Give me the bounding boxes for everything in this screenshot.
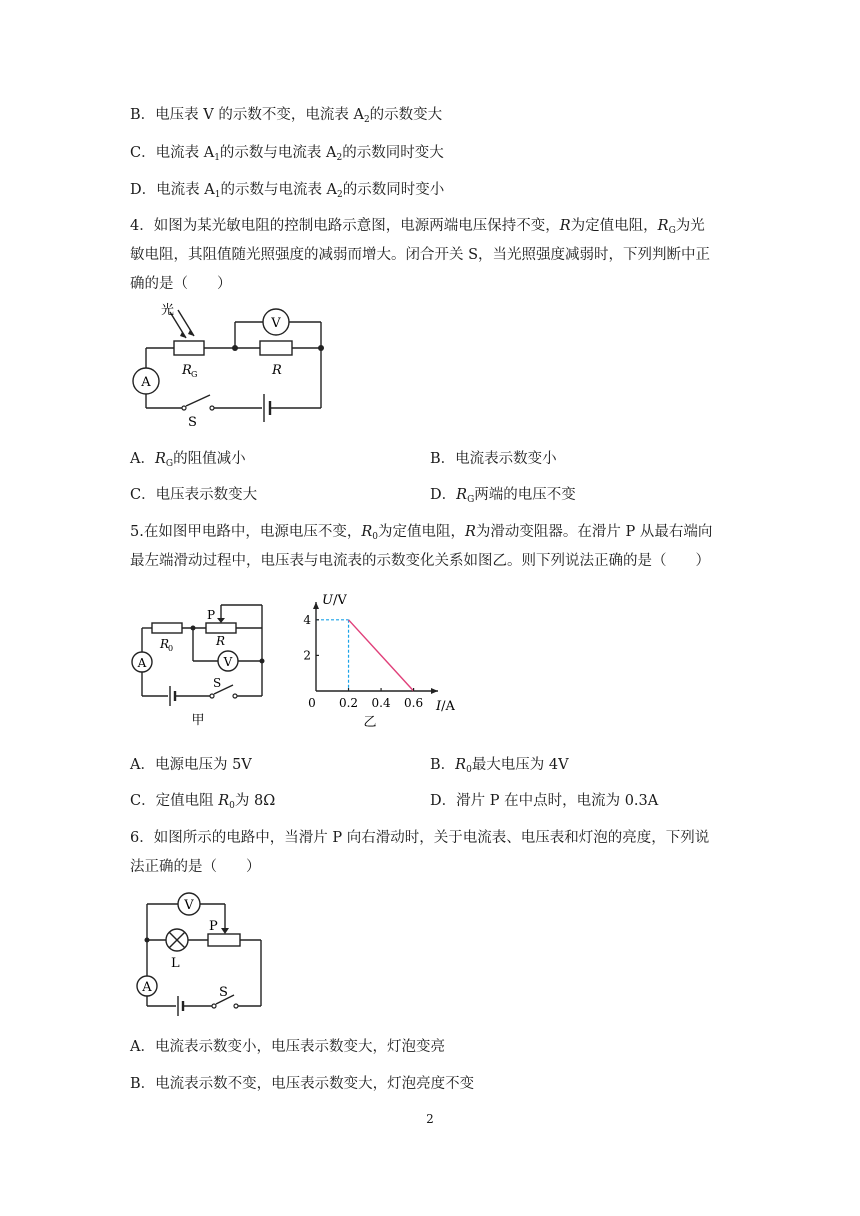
q6-option-a: A．电流表示数变小，电压表示数变大，灯泡变亮 — [130, 1039, 445, 1055]
q6-voltmeter-label: V — [184, 898, 194, 913]
q5-ui-chart-yi — [300, 588, 470, 738]
q4-stem-line-1: 4．如图为某光敏电阻的控制电路示意图，电源两端电压保持不变，R为定值电阻，$R_G$为光 — [130, 218, 705, 236]
q5-voltmeter-label: V — [223, 655, 233, 669]
q3-option-d: D．电流表 $A_1$的示数与电流表 $A_2$的示数同时变小 — [130, 182, 445, 200]
chart-y-tick-label: 4 — [303, 612, 311, 627]
q4-option-d: D．$R_G$两端的电压不变 — [430, 487, 576, 505]
page-number: 2 — [426, 1112, 434, 1126]
q4-rg-label: R — [182, 363, 192, 378]
q5-caption-jia: 甲 — [191, 713, 205, 728]
q5-stem-line-1: 5.在如图甲电路中，电源电压不变，$R_0$为定值电阻，R为滑动变阻器。在滑片 P 从最右端向 — [130, 524, 713, 542]
q6-slider-p-label: P — [209, 919, 218, 934]
q5-option-d: D．滑片 P 在中点时，电流为 0.3A — [430, 793, 659, 809]
q6-lamp-label: L — [171, 956, 180, 971]
q5-option-c: C．定值电阻 $R_0$为 8Ω — [130, 793, 276, 811]
q4-option-c: C．电压表示数变大 — [130, 487, 258, 503]
q4-rg-subscript: G — [191, 370, 198, 379]
chart-series-line — [349, 620, 414, 691]
q5-option-a: A．电源电压为 5V — [130, 757, 252, 773]
chart-x-tick-label: 0.6 — [404, 696, 424, 710]
chart-origin-label: 0 — [308, 696, 316, 710]
q4-ammeter-label: A — [141, 375, 151, 390]
q4-light-label: 光 — [161, 303, 175, 318]
q5-caption-yi: 乙 — [363, 715, 377, 730]
q6-option-b: B．电流表示数不变，电压表示数变大，灯泡亮度不变 — [130, 1076, 475, 1092]
q6-ammeter-label: A — [142, 980, 152, 995]
q6-stem-line-1: 6．如图所示的电路中，当滑片 P 向右滑动时，关于电流表、电压表和灯泡的亮度，下列说 — [130, 830, 710, 846]
q5-stem-line-2: 最左端滑动过程中，电压表与电流表的示数变化关系如图乙。则下列说法正确的是（ ） — [130, 553, 710, 569]
q4-circuit-figure — [128, 298, 338, 428]
q4-r-label: R — [272, 363, 282, 378]
q4-stem-line-3: 确的是（ ） — [130, 276, 232, 292]
q4-stem-line-2: 敏电阻，其阻值随光照强度的减弱而增大。闭合开关 S，当光照强度减弱时，下列判断中正 — [130, 247, 711, 263]
q5-r0-label: R — [160, 637, 170, 651]
q5-slider-p-label: P — [207, 608, 216, 622]
q3-option-b: B．电压表 V 的示数不变，电流表 $A_2$的示数变大 — [130, 107, 443, 125]
q4-option-a: A．$R_G$的阻值减小 — [130, 451, 246, 469]
q5-r-label: R — [216, 634, 226, 648]
q4-voltmeter-label: V — [271, 316, 281, 331]
q5-option-b: B．$R_0$最大电压为 4V — [430, 757, 569, 775]
q5-switch-label: S — [213, 676, 222, 690]
q4-switch-label: S — [188, 415, 197, 430]
q4-option-b: B．电流表示数变小 — [430, 451, 557, 467]
q5-r0-subscript: 0 — [168, 644, 174, 653]
q6-switch-label: S — [219, 985, 228, 1000]
q5-circuit-figure-jia — [128, 600, 268, 730]
chart-x-tick-label: 0.4 — [371, 696, 391, 710]
chart-x-axis-label: I/A — [436, 699, 455, 714]
q6-stem-line-2: 法正确的是（ ） — [130, 859, 261, 875]
q3-option-c: C．电流表 $A_1$的示数与电流表 $A_2$的示数同时变大 — [130, 145, 444, 163]
chart-y-axis-label: U/V — [322, 593, 347, 608]
chart-y-tick-label: 2 — [303, 648, 311, 663]
q6-circuit-figure — [128, 888, 278, 1018]
chart-x-tick-label: 0.2 — [338, 696, 359, 710]
q5-ammeter-label: A — [137, 656, 147, 670]
